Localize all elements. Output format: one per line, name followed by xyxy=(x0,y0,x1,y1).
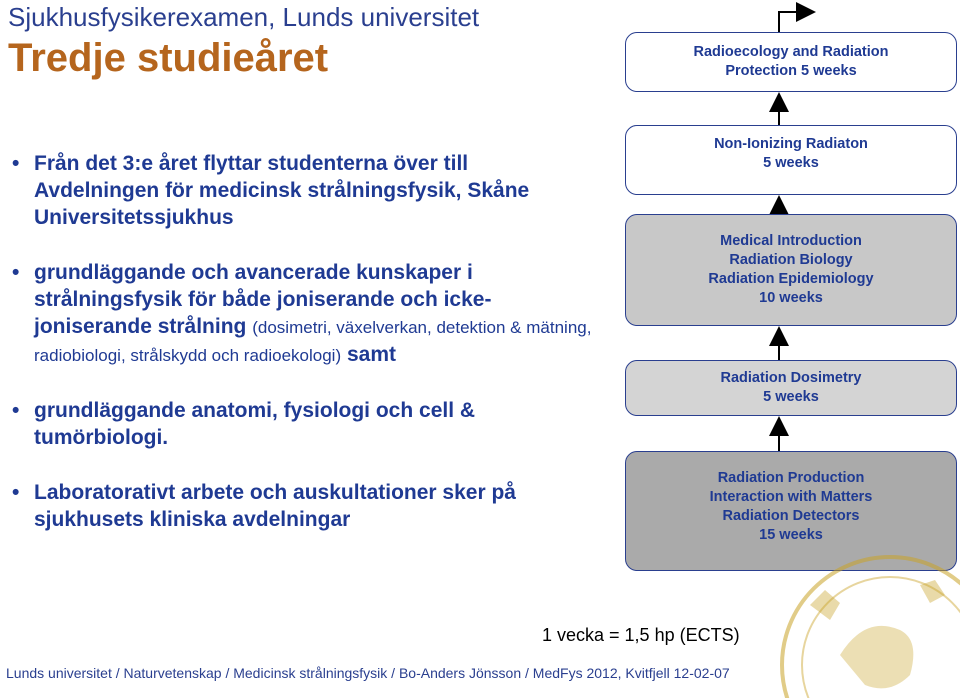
box-line: Radiation Detectors xyxy=(722,508,860,524)
box-line: Radiation Biology xyxy=(729,252,853,268)
box-line: Medical Introduction xyxy=(720,233,862,249)
page-title: Tredje studieåret xyxy=(8,36,329,80)
box-line: Radioecology and Radiation xyxy=(693,44,889,60)
box-line: Protection 5 weeks xyxy=(725,63,857,79)
box-line: Radiation Dosimetry xyxy=(720,370,862,386)
box-line: Non-Ionizing Radiaton xyxy=(714,136,868,152)
university-seal-icon xyxy=(770,545,960,698)
box-line: Radiation Production xyxy=(717,470,865,486)
bullet-detail: (dosimetri, växelverkan, detektion & mätning, radiobiologi, strålskydd och radioekologi) xyxy=(34,318,592,365)
ects-note: 1 vecka = 1,5 hp (ECTS) xyxy=(542,625,740,645)
course-pretitle: Sjukhusfysikerexamen, Lunds universitet xyxy=(8,2,480,32)
bullet-tail: samt xyxy=(346,343,396,366)
flow-box-non-ionizing xyxy=(625,125,957,195)
flow-box-dosimetry xyxy=(625,360,957,416)
box-line: 5 weeks xyxy=(763,389,819,405)
flow-box-medical xyxy=(625,214,957,326)
bullet-text: grundläggande och avancerade kunskaper i strålningsfysik för både joniserande och icke-joniserande strålning xyxy=(34,261,492,338)
box-line: 10 weeks xyxy=(759,290,823,306)
box-line: 15 weeks xyxy=(759,527,823,543)
bullet-text: Från det 3:e året flyttar studenterna över till Avdelningen för medicinsk strålningsfysik, Skåne Universitetssjukhus xyxy=(34,152,530,229)
box-line: 5 weeks xyxy=(763,155,819,171)
box-line: Interaction with Matters xyxy=(709,489,873,505)
box-line: Radiation Epidemiology xyxy=(708,271,874,287)
footer-text: Lunds universitet / Naturvetenskap / Medicinsk strålningsfysik / Bo-Anders Jönsson / MedFys 2012, Kvitfjell 12-02-07 xyxy=(6,665,730,681)
bullet-text: Laboratorativt arbete och auskultationer sker på sjukhusets kliniska avdelningar xyxy=(34,481,516,531)
flow-box-radioecology xyxy=(625,32,957,92)
arrow-top xyxy=(779,12,812,32)
bullet-text: grundläggande anatomi, fysiologi och cell & tumörbiologi. xyxy=(34,399,476,449)
